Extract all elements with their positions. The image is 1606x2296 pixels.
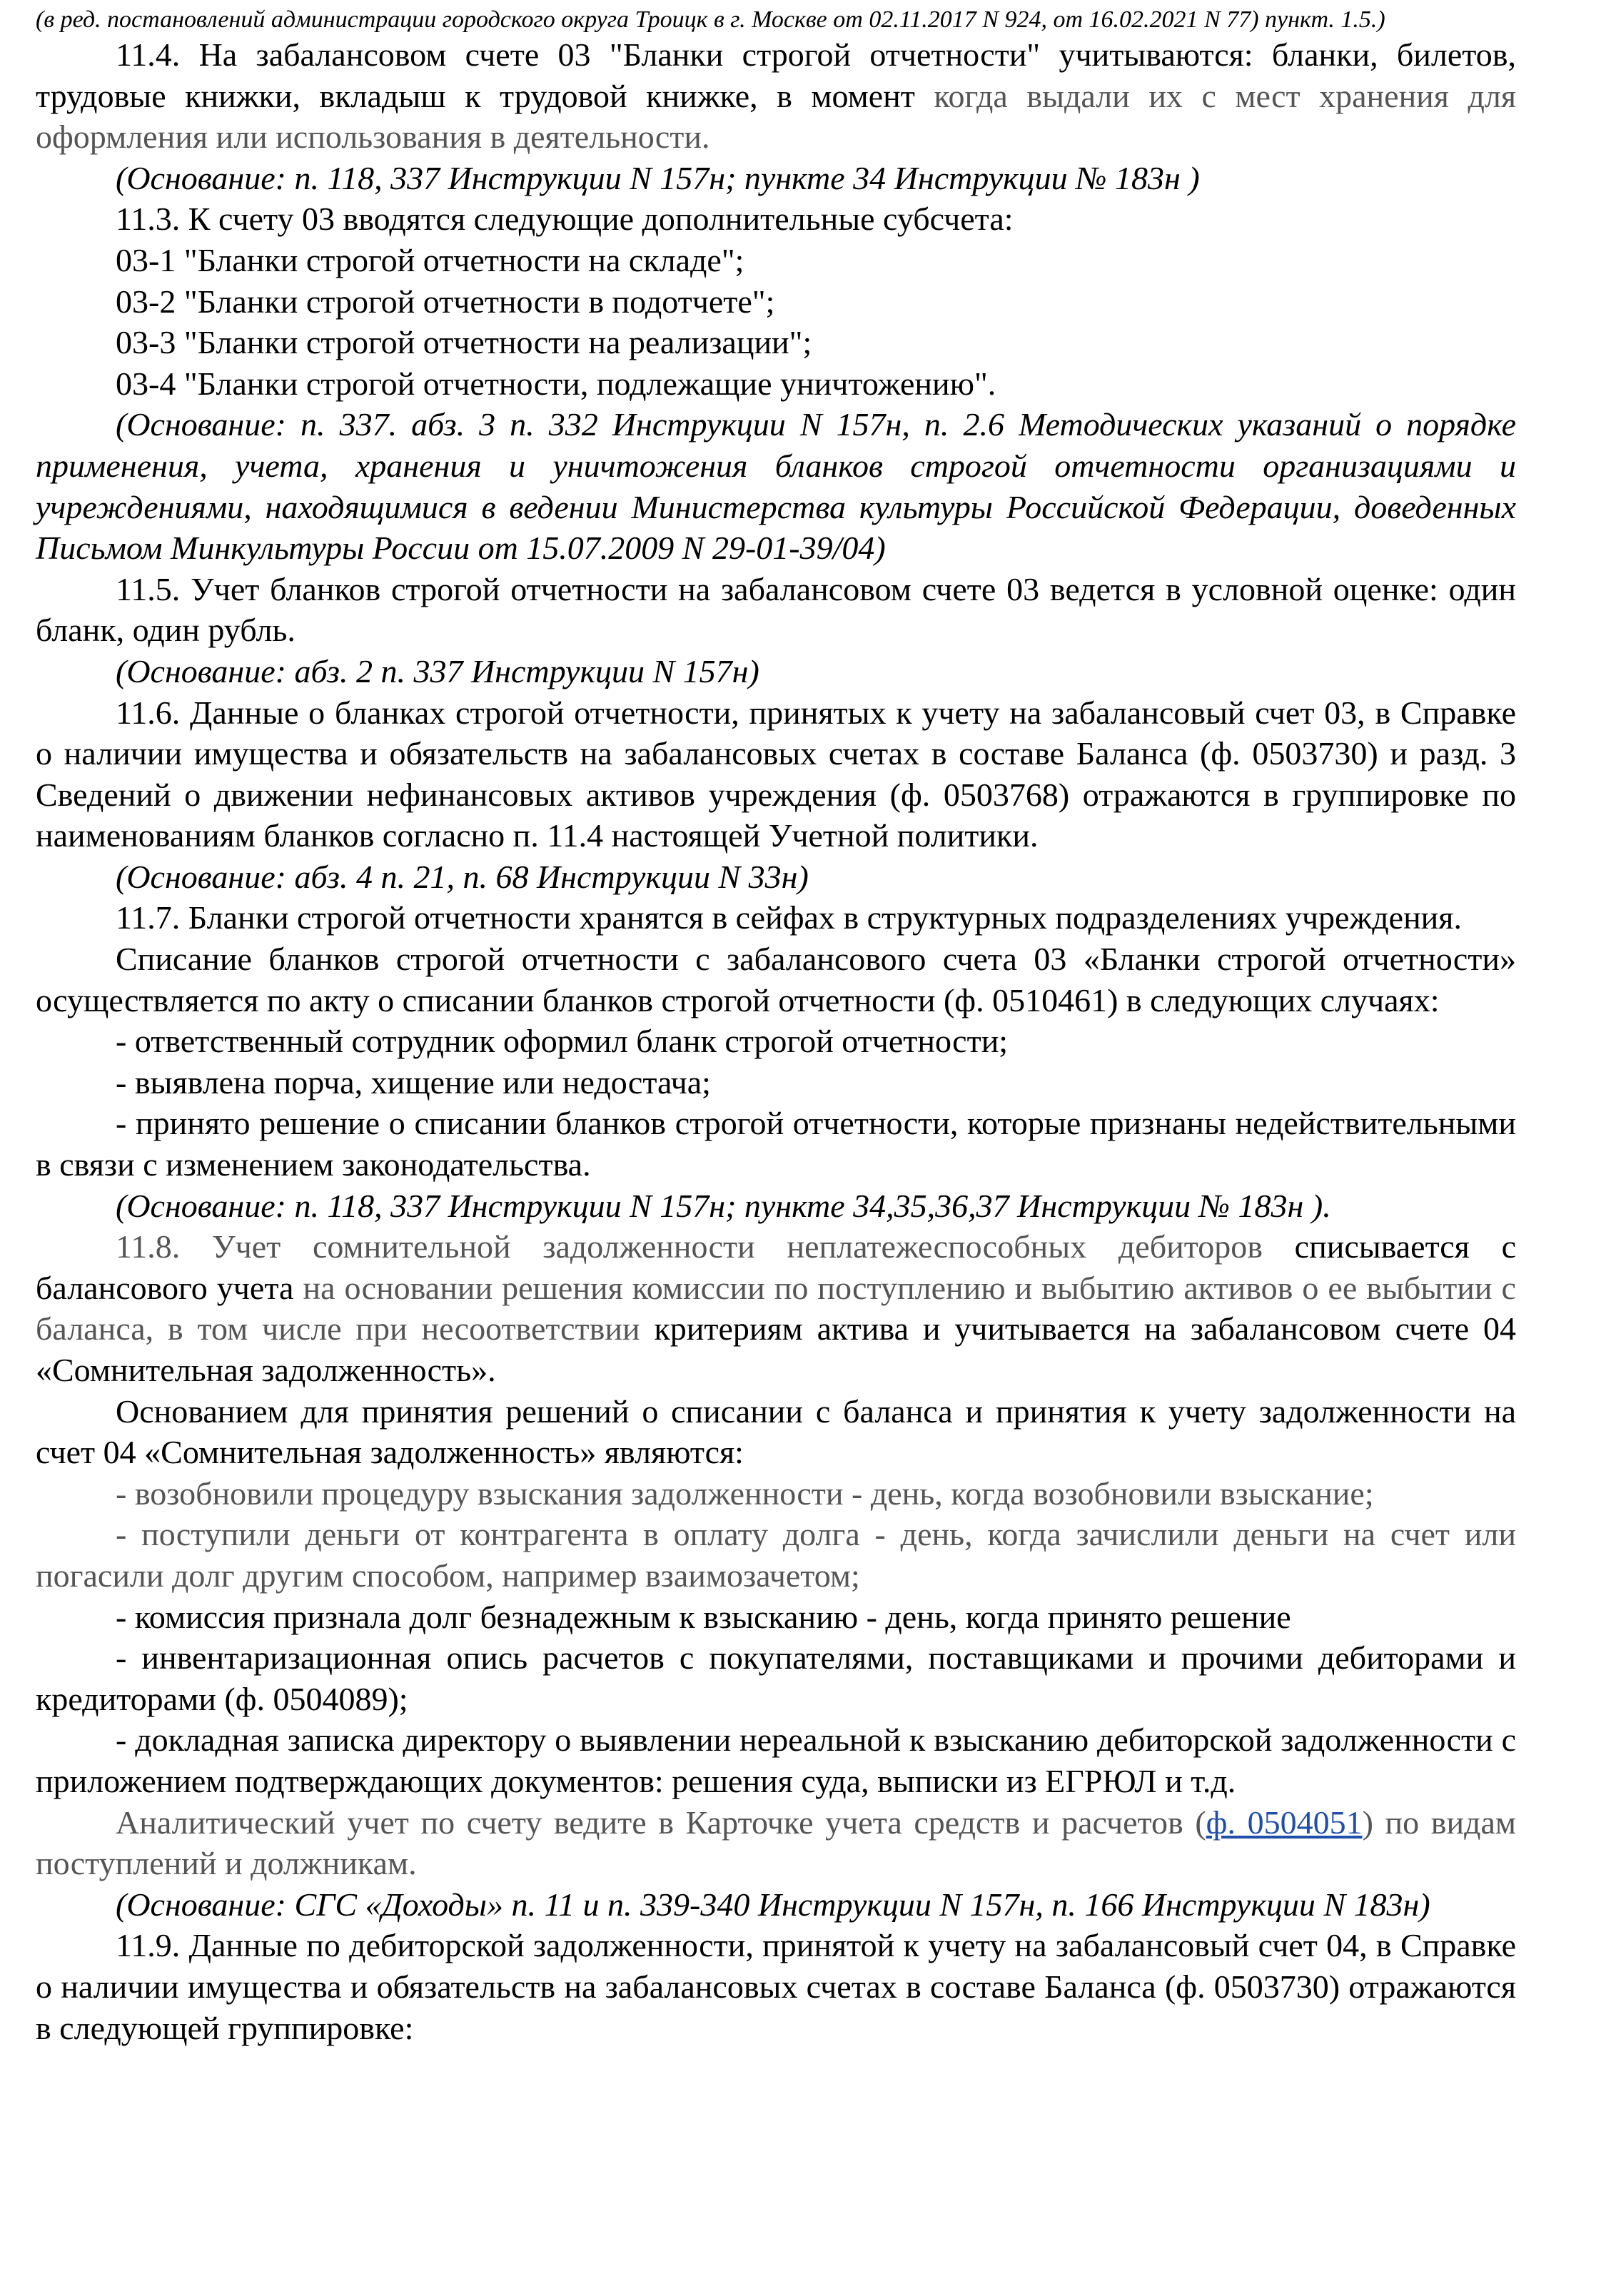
- paragraph-11-7: 11.7. Бланки строгой отчетности хранятся в сейфах в структурных подразделениях учреждения.: [116, 899, 1462, 936]
- subaccount-item: 03-1 "Бланки строгой отчетности на складе";: [116, 241, 744, 278]
- subaccount-item: 03-4 "Бланки строгой отчетности, подлежащие уничтожению".: [116, 365, 996, 402]
- decision-item: - инвентаризационная опись расчетов с покупателями, поставщиками и прочими дебиторами и кредиторами (ф. 0504089);: [36, 1639, 1516, 1717]
- paragraph-11-4-main: 11.4. На забалансовом счете 03 "Бланки строгой отчетности" учитываются: бланки, билетов, трудовые книжки, вкладыш к трудовой книжке, в момент: [36, 36, 1516, 114]
- write-off-case: - принято решение о списании бланков строгой отчетности, которые признаны недействительными в связи с изменением законодательства.: [36, 1105, 1516, 1183]
- basis-note-2: (Основание: п. 337. абз. 3 п. 332 Инструкции N 157н, п. 2.6 Методических указаний о порядке применения, учета, хранения и уничтожения бланков строгой отчетности организациями и учреждениями, находящимися в ведении Министерства культуры Российской Федерации, доведенных Письмом Минкультуры России от 15.07.2009 N 29-01-39/04): [36, 406, 1516, 567]
- paragraph-basis-decisions: Основанием для принятия решений о списании с баланса и принятия к учету задолженности на счет 04 «Сомнительная задолженность» являются:: [36, 1392, 1516, 1471]
- subaccount-item: 03-2 "Бланки строгой отчетности в подотчете";: [116, 283, 775, 320]
- basis-note-5: (Основание: п. 118, 337 Инструкции N 157н; пункте 34,35,36,37 Инструкции № 183н ).: [116, 1187, 1331, 1224]
- write-off-case: - выявлена порча, хищение или недостача;: [116, 1063, 711, 1101]
- decision-item: - комиссия признала долг безнадежным к взысканию - день, когда принято решение: [116, 1598, 1291, 1635]
- paragraph-analytic-accounting: [36, 1802, 1516, 1884]
- decision-item: - поступили деньги от контрагента в оплату долга - день, когда зачислили деньги на счет или погасили долг другим способом, например взаимозачетом;: [36, 1516, 1516, 1594]
- decision-item: - возобновили процедуру взыскания задолженности - день, когда возобновили взыскание;: [116, 1475, 1374, 1512]
- subaccount-item: 03-3 "Бланки строгой отчетности на реализации";: [116, 324, 812, 361]
- paragraph-11-3: 11.3. К счету 03 вводятся следующие дополнительные субсчета:: [116, 201, 1014, 238]
- paragraph-11-8-part-2: списывается с балансового учета: [36, 1228, 1517, 1306]
- paragraph-11-8-part-4: критериям актива и учитывается на забалансовом счете 04 «Сомнительная задолженность».: [36, 1310, 1516, 1388]
- paragraph-11-5: 11.5. Учет бланков строгой отчетности на забалансовом счете 03 ведется в условной оценке: один бланк, один рубль.: [36, 570, 1516, 649]
- paragraph-11-9: 11.9. Данные по дебиторской задолженности, принятой к учету на забалансовый счет 04, в Справке о наличии имущества и обязательств на забалансовых счетах в составе Баланса (ф. 0503730) отражаются в следующей группировке:: [36, 1927, 1516, 2046]
- basis-note-4: (Основание: абз. 4 п. 21, п. 68 Инструкции N 33н): [116, 858, 809, 895]
- analytic-text-after: ) по видам поступлений и должникам.: [36, 1804, 1516, 1882]
- amendment-note: (в ред. постановлений администрации городского округа Троицк в г. Москве от 02.11.2017 N 924, от 16.02.2021 N 77) пункт. 1.5.): [36, 6, 1385, 33]
- paragraph-11-4: [36, 34, 1516, 158]
- paragraph-11-8-part-1: 11.8. Учет сомнительной задолженности неплатежеспособных дебиторов: [116, 1228, 1263, 1265]
- paragraph-11-6: 11.6. Данные о бланках строгой отчетности, принятых к учету на забалансовый счет 03, в Справке о наличии имущества и обязательств на забалансовых счетах в составе Баланса (ф. 0503730) и разд. 3 Сведений о движении нефинансовых активов учреждения (ф. 0503768) отражаются в группировке по наименованиям бланков согласно п. 11.4 настоящей Учетной политики.: [36, 694, 1516, 854]
- decision-item: - докладная записка директору о выявлении нереальной к взысканию дебиторской задолженности с приложением подтверждающих документов: решения суда, выписки из ЕГРЮЛ и т.д.: [36, 1721, 1516, 1799]
- paragraph-11-8-part-3: на основании решения комиссии по поступлению и выбытию активов о ее выбытии с баланса, в том числе при несоответствии: [36, 1269, 1516, 1347]
- analytic-text-before: Аналитический учет по счету ведите в Карточке учета средств и расчетов (: [116, 1804, 1206, 1841]
- basis-note-6: (Основание: СГС «Доходы» п. 11 и п. 339-340 Инструкции N 157н, п. 166 Инструкции N 183н): [116, 1886, 1430, 1923]
- form-0504051-link[interactable]: ф. 0504051: [1206, 1804, 1363, 1841]
- paragraph-11-4-grey: когда выдали их с мест хранения для оформления или использования в деятельности.: [36, 77, 1516, 156]
- basis-note-1: (Основание: п. 118, 337 Инструкции N 157н; пункте 34 Инструкции № 183н ): [116, 159, 1200, 196]
- paragraph-11-8: [36, 1226, 1516, 1390]
- write-off-case: - ответственный сотрудник оформил бланк строгой отчетности;: [116, 1023, 1009, 1060]
- basis-note-3: (Основание: абз. 2 п. 337 Инструкции N 157н): [116, 652, 759, 689]
- paragraph-write-off: Списание бланков строгой отчетности с забалансового счета 03 «Бланки строгой отчетности» осуществляется по акту о списании бланков строгой отчетности (ф. 0510461) в следующих случаях:: [36, 941, 1516, 1018]
